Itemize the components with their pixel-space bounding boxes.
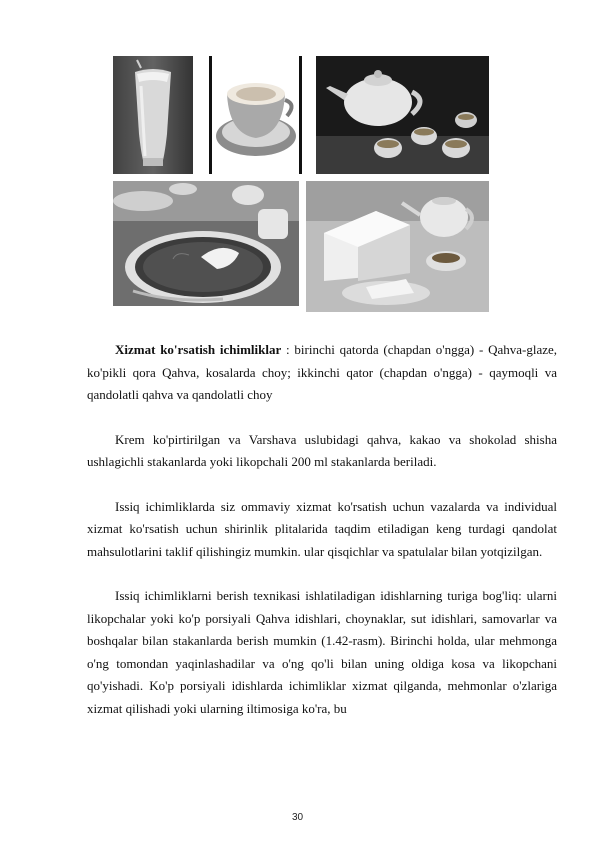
- caption-text: : birinchi qatorda (chapdan o'ngga) - Qahva-glaze, ko'pikli qora Qahva, kosalarda choy; ikkinchi qator (chapdan o'ngga) - qaymoqli va qandolatli qahva va qandolatli choy: [87, 342, 558, 402]
- paragraph-2: Krem ko'pirtirilgan va Varshava uslubidagi qahva, kakao va shokolad shisha ushlagichli stakanlarda yoki likopchali 200 ml stakanlarda beriladi.: [87, 431, 557, 469]
- paragraph-caption: [87, 339, 557, 407]
- cappuccino-cup-photo: [209, 56, 302, 174]
- cream-pie-tea-set-photo: [113, 181, 299, 306]
- caption-lead: Xizmat ko'rsatish ichimliklar: [115, 342, 282, 357]
- paragraph-3: Issiq ichimliklarda siz ommaviy xizmat ko'rsatish uchun vazalarda va individual xizmat ko'rsatish uchun shirinlik plitalarida taqdim etiladigan keng turdagi qandolat mahsulotlarini taklif qilishingiz mumkin. ular qisqichlar va spatulalar bilan yotqizilgan.: [87, 498, 557, 559]
- paragraph-4: Issiq ichimliklarni berish texnikasi ishlatiladigan idishlarning turiga bog'liq: ularni likopchalar yoki ko'p porsiyali Qahva idishlari, choynaklar, sut idishlari, samovarlar va boshqalar bilan stakanlarda berish mumkin (1.42-rasm). Birinchi holda, ular mehmonga o'ng tomondan yaqinlashadilar va o'ng qo'li bilan uning oldiga kosa va likopchani qo'yishadi. Ko'p porsiyali idishlarda ichimliklar xizmat qilganda, mehmonlar o'zlariga xizmat qilishadi yoki ularning iltimosiga ko'ra, bu: [87, 588, 557, 716]
- body-text: [87, 339, 557, 720]
- teapot-tea-bowls-photo: [316, 56, 489, 174]
- cake-teapot-photo: [306, 181, 489, 312]
- milkshake-glass-photo: [113, 56, 193, 174]
- page-number: 30: [291, 812, 304, 823]
